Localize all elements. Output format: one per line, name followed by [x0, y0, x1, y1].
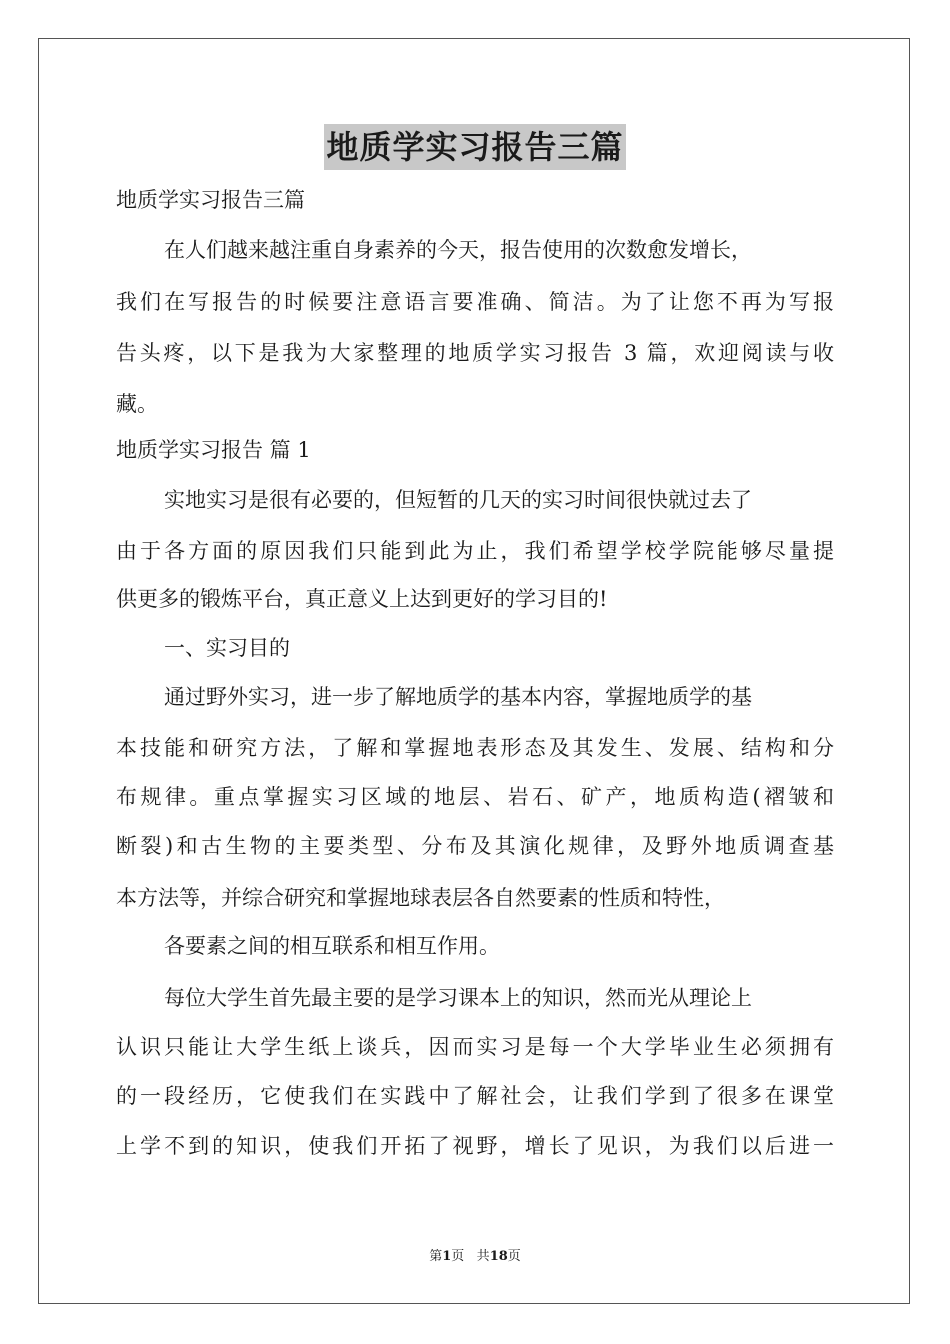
section-heading: 地质学实习报告 篇 1 [116, 438, 311, 462]
page-footer [0, 1248, 950, 1266]
subheading-purpose: 一、实习目的 [164, 636, 290, 660]
title-wrap [0, 124, 950, 170]
body-line-6: 布规律。重点掌握实习区域的地层、岩石、矿产，地质构造(褶皱和 [116, 785, 834, 809]
body-line-1: 实地实习是很有必要的，但短暂的几天的实习时间很快就过去了 [164, 488, 752, 512]
footer-page-current: 1 [442, 1249, 452, 1264]
subtitle-line: 地质学实习报告三篇 [116, 188, 305, 212]
body-line-2: 由于各方面的原因我们只能到此为止，我们希望学校学院能够尽量提 [116, 539, 834, 563]
footer-total-unit: 页 [507, 1249, 521, 1264]
intro-line-1: 在人们越来越注重自身素养的今天，报告使用的次数愈发增长， [164, 238, 752, 262]
intro-line-4: 藏。 [116, 392, 158, 416]
footer-page-unit: 页 [451, 1249, 465, 1264]
footer-total-prefix: 共 [476, 1249, 490, 1264]
body-line-3: 供更多的锻炼平台，真正意义上达到更好的学习目的! [116, 587, 608, 611]
body-line-10: 每位大学生首先最主要的是学习课本上的知识，然而光从理论上 [164, 986, 752, 1010]
body-line-12: 的一段经历，它使我们在实践中了解社会，让我们学到了很多在课堂 [116, 1084, 834, 1108]
intro-line-2: 我们在写报告的时候要注意语言要准确、简洁。为了让您不再为写报 [116, 290, 834, 314]
body-line-8: 本方法等，并综合研究和掌握地球表层各自然要素的性质和特性， [116, 886, 725, 910]
intro-line-3: 告头疼，以下是我为大家整理的地质学实习报告 3 篇，欢迎阅读与收 [116, 341, 834, 365]
body-line-7: 断裂)和古生物的主要类型、分布及其演化规律，及野外地质调查基 [116, 834, 834, 858]
body-line-9: 各要素之间的相互联系和相互作用。 [164, 934, 500, 958]
body-line-4: 通过野外实习，进一步了解地质学的基本内容，掌握地质学的基 [164, 685, 752, 709]
body-line-11: 认识只能让大学生纸上谈兵，因而实习是每一个大学毕业生必须拥有 [116, 1035, 834, 1059]
page-border [38, 38, 910, 1304]
footer-page-total: 18 [489, 1249, 508, 1264]
body-line-5: 本技能和研究方法，了解和掌握地表形态及其发生、发展、结构和分 [116, 736, 834, 760]
footer-page-prefix: 第 [429, 1249, 443, 1264]
body-line-13: 上学不到的知识，使我们开拓了视野，增长了见识，为我们以后进一 [116, 1134, 834, 1158]
document-title: 地质学实习报告三篇 [324, 124, 625, 170]
